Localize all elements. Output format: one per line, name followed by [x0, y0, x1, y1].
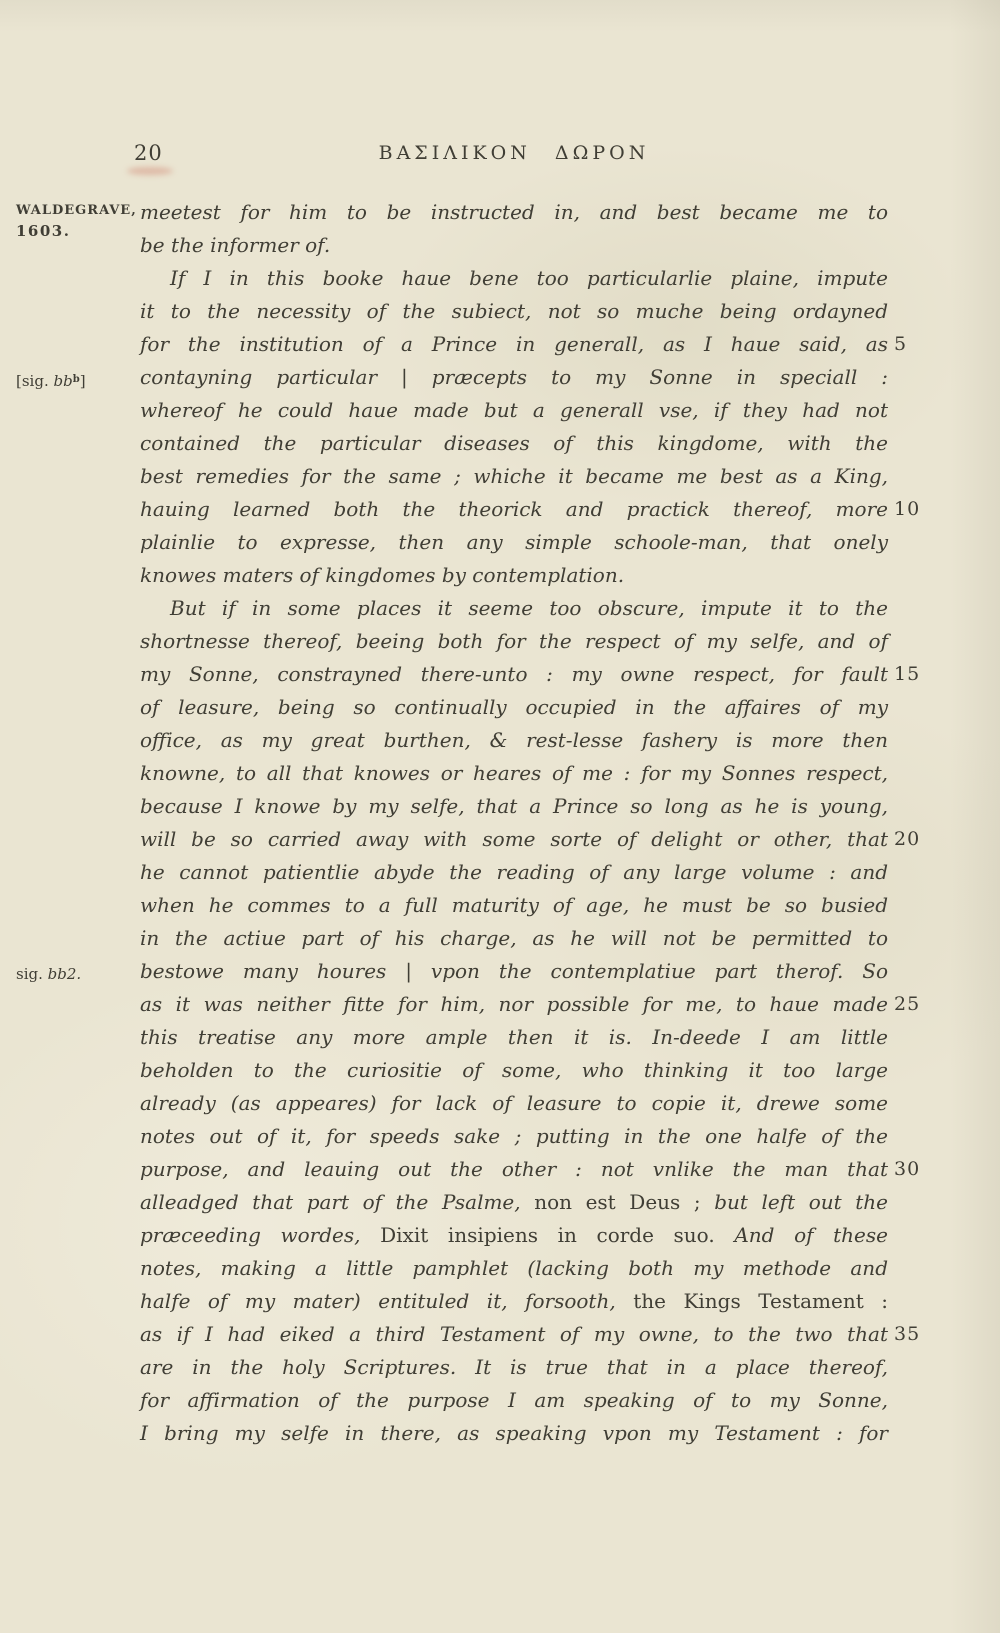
text-segment: b — [72, 374, 80, 385]
text-segment: best remedies for the same ; whiche it became me best as a King, — [140, 464, 888, 488]
text-segment: my Sonne, constrayned there-unto : my owne respect, for fault — [140, 662, 888, 686]
text-line — [140, 427, 888, 460]
text-line — [140, 823, 921, 856]
text-line — [140, 394, 888, 427]
text-segment: for the institution of a Prince in generall, as I haue said, as — [140, 332, 888, 356]
text-segment: 1603. — [16, 222, 71, 240]
margin-note-row — [16, 221, 136, 241]
text-line — [140, 328, 908, 361]
text-line — [140, 1186, 888, 1219]
text-segment: plainlie to expresse, then any simple schoole-man, that onely — [140, 530, 888, 554]
text-line — [140, 460, 888, 493]
text-line — [140, 493, 921, 526]
text-segment: already (as appeares) for lack of leasure to copie it, drewe some — [140, 1091, 888, 1115]
margin-note-row — [16, 964, 136, 984]
text-line — [140, 1384, 888, 1417]
text-segment: of leasure, being so continually occupied in the affaires of my — [140, 695, 888, 719]
text-segment: are in the holy Scriptures. It is true that in a place thereof, — [140, 1355, 888, 1379]
text-line — [140, 1252, 888, 1285]
text-line — [140, 1351, 888, 1384]
text-segment: for affirmation of the purpose I am speaking of to my Sonne, — [140, 1388, 888, 1412]
text-segment: as if I had eiked a third Testament of my owne, to the two that — [140, 1322, 888, 1346]
text-line — [140, 1054, 888, 1087]
margin-note-row — [16, 201, 136, 221]
scan-artifact — [127, 167, 173, 175]
text-segment: shortnesse thereof, beeing both for the respect of my selfe, and of — [140, 629, 888, 653]
margin-note — [16, 201, 136, 241]
text-line — [140, 559, 888, 592]
text-line — [140, 592, 888, 625]
margin-note-row — [16, 370, 136, 391]
text-line — [16, 361, 888, 394]
line-number: 15 — [894, 663, 921, 685]
text-segment: WALDEGRAVE, — [16, 203, 137, 218]
text-line — [140, 1219, 888, 1252]
text-line — [140, 1120, 888, 1153]
text-segment: but left out the — [714, 1190, 888, 1214]
text-line — [140, 1153, 921, 1186]
text-segment: [sig. — [16, 372, 54, 390]
text-line — [140, 922, 888, 955]
text-segment: Dixit insipiens in corde suo. — [380, 1223, 735, 1247]
text-segment: alleadged that part of the Psalme, — [140, 1190, 535, 1214]
text-line — [140, 988, 921, 1021]
text-line — [140, 889, 888, 922]
text-segment: it to the necessity of the subiect, not so muche being ordayned — [140, 299, 888, 323]
text-segment: meetest for him to be instructed in, and best became me to — [140, 200, 888, 224]
text-segment: because I knowe by my selfe, that a Prince so long as he is young, — [140, 794, 888, 818]
text-segment: præceeding wordes, — [140, 1223, 381, 1247]
text-segment: I bring my selfe in there, as speaking vpon my Testament : for — [140, 1421, 888, 1445]
text-line — [140, 757, 888, 790]
text-line — [140, 625, 888, 658]
text-line — [140, 790, 888, 823]
text-line — [140, 1285, 888, 1318]
text-segment: notes out of it, for speeds sake ; putting in the one halfe of the — [140, 1124, 888, 1148]
text-line — [16, 955, 888, 988]
text-segment: non est Deus ; — [534, 1190, 715, 1214]
text-segment: halfe of my mater) entituled it, forsooth, — [140, 1289, 634, 1313]
text-segment: will be so carried away with some sorte of delight or other, that — [140, 827, 888, 851]
text-segment: But if in some places it seeme too obscure, impute it to the — [170, 596, 888, 620]
line-number: 30 — [894, 1158, 921, 1180]
text-segment: contayning particular | præcepts to my Sonne in speciall : — [140, 365, 888, 389]
text-segment: in the actiue part of his charge, as he will not be permitted to — [140, 926, 888, 950]
text-line — [140, 1318, 921, 1351]
text-line — [140, 856, 888, 889]
text-line — [140, 691, 888, 724]
text-segment: beholden to the curiositie of some, who thinking it too large — [140, 1058, 888, 1082]
text-segment: hauing learned both the theorick and practick thereof, more — [140, 497, 888, 521]
line-number: 10 — [894, 498, 921, 520]
text-line — [140, 526, 888, 559]
text-line — [140, 1087, 888, 1120]
page-number: 20 — [134, 141, 163, 165]
line-number: 5 — [894, 333, 908, 355]
text-segment: ] — [79, 372, 86, 390]
text-segment: this treatise any more ample then it is. In-deede I am little — [140, 1025, 888, 1049]
text-segment: sig. — [16, 965, 48, 983]
text-line — [140, 658, 921, 691]
text-segment: as it was neither fitte for him, nor possible for me, to haue made — [140, 992, 888, 1016]
text-line — [140, 1417, 888, 1450]
text-segment: office, as my great burthen, & rest-lesse fashery is more then — [140, 728, 888, 752]
text-line — [140, 724, 888, 757]
text-segment: the Kings Testament : — [633, 1289, 889, 1313]
text-segment: bb — [53, 372, 73, 390]
text-line — [140, 229, 888, 262]
line-number: 25 — [894, 993, 921, 1015]
page-header — [134, 140, 888, 168]
text-segment: And of these — [734, 1223, 888, 1247]
text-segment: If I in this booke haue bene too particularlie plaine, impute — [170, 266, 888, 290]
margin-note — [16, 964, 136, 984]
text-line — [140, 295, 888, 328]
text-segment: notes, making a little pamphlet (lacking both my methode and — [140, 1256, 888, 1280]
page-body — [16, 196, 921, 1450]
text-segment: whereof he could haue made but a generall vse, if they had not — [140, 398, 888, 422]
text-segment: knowes maters of kingdomes by contemplation. — [140, 563, 625, 587]
running-title: ΒΑΣΙΛΙΚΟΝ ΔΩΡΟΝ — [378, 142, 650, 164]
margin-note — [16, 370, 136, 391]
text-segment: when he commes to a full maturity of age, he must be so busied — [140, 893, 888, 917]
text-line — [140, 262, 888, 295]
text-segment: purpose, and leauing out the other : not vnlike the man that — [140, 1157, 888, 1181]
text-line — [16, 196, 888, 240]
text-segment: knowne, to all that knowes or heares of me : for my Sonnes respect, — [140, 761, 888, 785]
text-segment: he cannot patientlie abyde the reading of any large volume : and — [140, 860, 888, 884]
text-segment: be the informer of. — [140, 233, 331, 257]
text-line — [140, 1021, 888, 1054]
text-segment: contained the particular diseases of this kingdome, with the — [140, 431, 888, 455]
text-segment: bb2. — [47, 965, 82, 983]
text-segment: bestowe many houres | vpon the contemplatiue part therof. So — [140, 959, 888, 983]
line-number: 20 — [894, 828, 921, 850]
line-number: 35 — [894, 1323, 921, 1345]
